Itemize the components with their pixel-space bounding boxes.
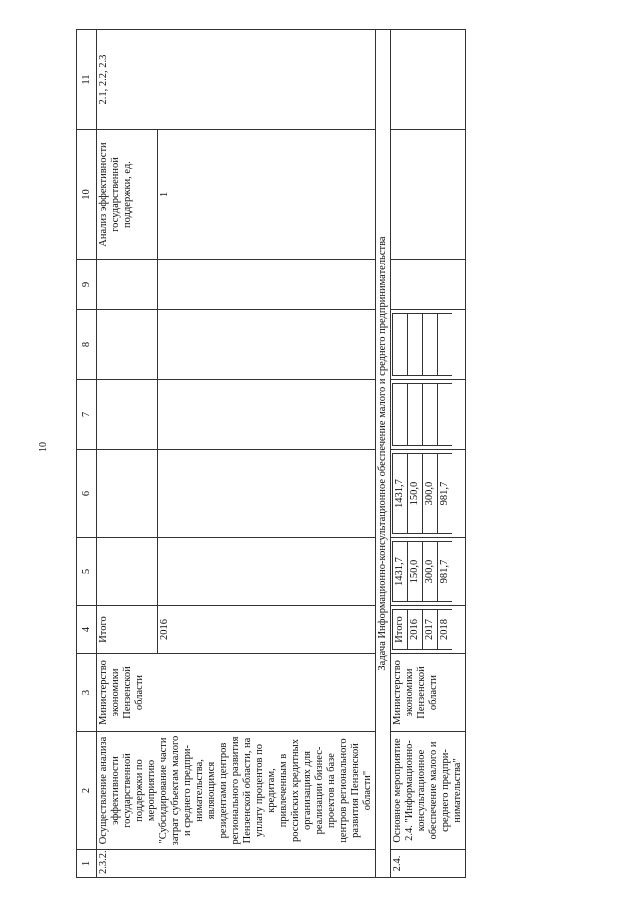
- value-cell: 300,0: [423, 454, 438, 534]
- year-cell: 2018: [438, 610, 453, 650]
- table-row: [391, 30, 466, 878]
- values-col6: [391, 450, 466, 538]
- header-cell: 10: [77, 130, 97, 260]
- value-cell: 150,0: [408, 454, 423, 534]
- header-cell: 5: [77, 538, 97, 606]
- program-table: [76, 29, 466, 878]
- years-list: [391, 606, 466, 654]
- value-cell: 981,7: [438, 454, 453, 534]
- header-cell: 3: [77, 654, 97, 732]
- task-title: Задача Информационно-консультационное обеспечение малого и среднего предпринимательства: [376, 30, 391, 878]
- header-cell: 8: [77, 310, 97, 380]
- activity-name: Основное мероприятие 2.4. "Информационно-консультационное обеспечение малого и среднего предпри-нимательства": [391, 732, 466, 850]
- indicator-link: 2.1, 2.2, 2.3: [97, 30, 376, 130]
- table-row: [97, 30, 158, 878]
- value-cell: 150,0: [408, 542, 423, 602]
- year-cell: Итого: [97, 606, 158, 654]
- year-cell: 2016: [408, 610, 423, 650]
- header-cell: 9: [77, 260, 97, 310]
- executor: Министерство экономики Пензенской области: [391, 654, 466, 732]
- activity-name: Осуществление анализа эффективности государственной поддержки по мероприятию "Субсидирование части затрат субъектам малого и среднего предпри-нимательства, являющимся резидентами центров регионального развития Пензенской области, на уплату процентов по кредитам, привлеченным в российских кредитных организациях для реализации бизнес-проектов на базе центров регионального развития Пензенской области": [97, 732, 376, 850]
- page-number: 10: [38, 442, 49, 452]
- header-row: [77, 30, 97, 878]
- header-cell: 2: [77, 732, 97, 850]
- year-cell: 2016: [157, 606, 375, 654]
- value-cell: 1431,7: [393, 454, 408, 534]
- indicator-name: Анализ эффективности государственной поддержки, ед.: [97, 130, 158, 260]
- value-cell: 1431,7: [393, 542, 408, 602]
- year-cell: 2017: [423, 610, 438, 650]
- task-row: [376, 30, 391, 878]
- header-cell: 1: [77, 850, 97, 878]
- header-cell: 7: [77, 380, 97, 450]
- values-col5: [391, 538, 466, 606]
- value-cell: 981,7: [438, 542, 453, 602]
- year-cell: Итого: [393, 610, 408, 650]
- header-cell: 11: [77, 30, 97, 130]
- value-cell: 300,0: [423, 542, 438, 602]
- row-number: 2.4.: [391, 850, 466, 878]
- executor: Министерство экономики Пензенской области: [97, 654, 376, 732]
- indicator-value: 1: [157, 130, 375, 260]
- header-cell: 6: [77, 450, 97, 538]
- row-number: 2.3.2.: [97, 850, 376, 878]
- header-cell: 4: [77, 606, 97, 654]
